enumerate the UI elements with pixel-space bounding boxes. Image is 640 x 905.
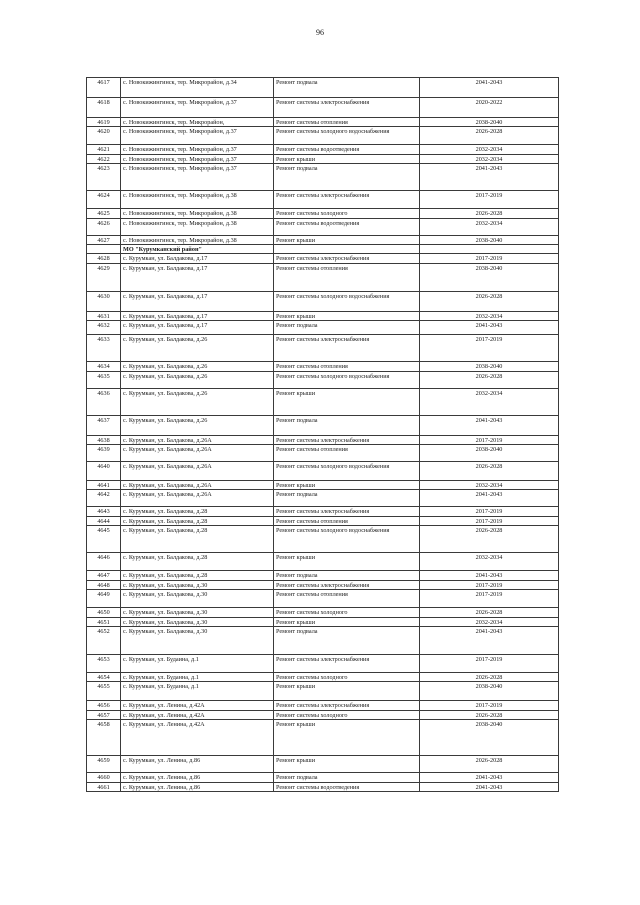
work-type-cell: Ремонт системы отопления	[274, 263, 420, 291]
address-cell: с. Новокижингинск, тер. Микрорайон, д.38	[121, 209, 274, 218]
work-type-cell	[274, 245, 420, 254]
address-cell: с. Курумкан, ул. Балдакова, д.26А	[121, 445, 274, 462]
address-cell: с. Курумкан, ул. Ленина, д.86	[121, 756, 274, 773]
work-type-cell: Ремонт системы водоотведения	[274, 782, 420, 791]
address-cell: с. Курумкан, ул. Балдакова, д.28	[121, 507, 274, 516]
years-cell: 2041-2043	[420, 782, 559, 791]
table-row	[87, 617, 559, 626]
table-row	[87, 516, 559, 525]
address-cell: с. Курумкан, ул. Балдакова, д.17	[121, 254, 274, 263]
table-row	[87, 362, 559, 371]
years-cell: 2038-2040	[420, 263, 559, 291]
row-number: 4634	[87, 362, 121, 371]
years-cell: 2038-2040	[420, 362, 559, 371]
address-cell: с. Новокижингинск, тер. Микрорайон, д.38	[121, 218, 274, 235]
address-cell: с. Новокижингинск, тер. Микрорайон, д.34	[121, 78, 274, 98]
work-type-cell: Ремонт системы отопления	[274, 516, 420, 525]
table-row	[87, 415, 559, 435]
table-row	[87, 154, 559, 163]
years-cell: 2026-2028	[420, 608, 559, 617]
row-number: 4651	[87, 617, 121, 626]
table-row	[87, 462, 559, 481]
row-number: 4648	[87, 580, 121, 589]
row-number	[87, 245, 121, 254]
address-cell: с. Курумкан, ул. Балдакова, д.26	[121, 362, 274, 371]
work-type-cell: Ремонт крыши	[274, 481, 420, 490]
table-row	[87, 263, 559, 291]
row-number: 4622	[87, 154, 121, 163]
years-cell: 2038-2040	[420, 235, 559, 244]
table-row	[87, 507, 559, 516]
row-number: 4658	[87, 720, 121, 756]
row-number: 4623	[87, 164, 121, 191]
row-number: 4642	[87, 490, 121, 507]
address-cell: МО "Курумканский район"	[121, 245, 274, 254]
table-row	[87, 98, 559, 118]
row-number: 4656	[87, 701, 121, 710]
row-number: 4657	[87, 710, 121, 719]
table-row	[87, 580, 559, 589]
address-cell: с. Курумкан, ул. Балдакова, д.28	[121, 526, 274, 553]
table-row	[87, 490, 559, 507]
years-cell: 2032-2034	[420, 553, 559, 571]
row-number: 4630	[87, 291, 121, 311]
table-row	[87, 335, 559, 362]
address-cell: с. Курумкан, ул. Балдакова, д.26А	[121, 481, 274, 490]
table-row	[87, 191, 559, 209]
row-number: 4621	[87, 145, 121, 154]
table-row	[87, 608, 559, 617]
row-number: 4641	[87, 481, 121, 490]
table-row	[87, 710, 559, 719]
work-type-cell: Ремонт крыши	[274, 154, 420, 163]
table-body	[87, 78, 559, 792]
work-type-cell: Ремонт крыши	[274, 617, 420, 626]
work-type-cell: Ремонт системы электроснабжения	[274, 335, 420, 362]
row-number: 4645	[87, 526, 121, 553]
years-cell: 2017-2019	[420, 516, 559, 525]
years-cell: 2026-2028	[420, 209, 559, 218]
row-number: 4638	[87, 435, 121, 444]
row-number: 4633	[87, 335, 121, 362]
years-cell: 2026-2028	[420, 371, 559, 388]
address-cell: с. Курумкан, ул. Балдакова, д.17	[121, 291, 274, 311]
work-type-cell: Ремонт системы холодного водоснабжения	[274, 526, 420, 553]
table-row	[87, 371, 559, 388]
row-number: 4654	[87, 672, 121, 681]
address-cell: с. Курумкан, ул. Балдакова, д.26	[121, 388, 274, 415]
years-cell: 2038-2040	[420, 445, 559, 462]
table-row	[87, 590, 559, 608]
address-cell: с. Новокижингинск, тер. Микрорайон, д.37	[121, 164, 274, 191]
work-type-cell: Ремонт системы отопления	[274, 362, 420, 371]
years-cell: 2026-2028	[420, 127, 559, 145]
row-number: 4643	[87, 507, 121, 516]
years-cell: 2038-2040	[420, 682, 559, 701]
address-cell: с. Курумкан, ул. Балдакова, д.17	[121, 321, 274, 335]
years-cell: 2038-2040	[420, 118, 559, 127]
years-cell: 2032-2034	[420, 617, 559, 626]
work-type-cell: Ремонт системы холодного водоснабжения	[274, 127, 420, 145]
work-type-cell: Ремонт системы электроснабжения	[274, 254, 420, 263]
row-number: 4632	[87, 321, 121, 335]
table-row	[87, 756, 559, 773]
row-number: 4618	[87, 98, 121, 118]
address-cell: с. Курумкан, ул. Балдакова, д.30	[121, 608, 274, 617]
work-type-cell: Ремонт системы водоотведения	[274, 218, 420, 235]
row-number: 4636	[87, 388, 121, 415]
years-cell: 2041-2043	[420, 490, 559, 507]
table-row	[87, 773, 559, 782]
table-row	[87, 254, 559, 263]
years-cell: 2041-2043	[420, 626, 559, 654]
table-row	[87, 145, 559, 154]
years-cell: 2041-2043	[420, 78, 559, 98]
table-row	[87, 526, 559, 553]
address-cell: с. Новокижингинск, тер. Микрорайон, д.37	[121, 98, 274, 118]
work-type-cell: Ремонт системы электроснабжения	[274, 191, 420, 209]
table-row	[87, 388, 559, 415]
work-type-cell: Ремонт крыши	[274, 388, 420, 415]
years-cell: 2041-2043	[420, 164, 559, 191]
work-type-cell: Ремонт подвала	[274, 321, 420, 335]
address-cell: с. Новокижингинск, тер. Микрорайон, д.37	[121, 127, 274, 145]
address-cell: с. Курумкан, ул. Ленина, д.42А	[121, 720, 274, 756]
table-row	[87, 218, 559, 235]
address-cell: с. Курумкан, ул. Будаина, д.1	[121, 654, 274, 672]
work-type-cell: Ремонт системы электроснабжения	[274, 580, 420, 589]
years-cell	[420, 245, 559, 254]
table-row	[87, 435, 559, 444]
row-number: 4653	[87, 654, 121, 672]
work-type-cell: Ремонт системы электроснабжения	[274, 98, 420, 118]
work-type-cell: Ремонт крыши	[274, 553, 420, 571]
work-type-cell: Ремонт системы электроснабжения	[274, 701, 420, 710]
years-cell: 2041-2043	[420, 571, 559, 580]
work-type-cell: Ремонт подвала	[274, 164, 420, 191]
years-cell: 2026-2028	[420, 756, 559, 773]
years-cell: 2017-2019	[420, 435, 559, 444]
row-number: 4640	[87, 462, 121, 481]
work-type-cell: Ремонт подвала	[274, 490, 420, 507]
row-number: 4619	[87, 118, 121, 127]
work-type-cell: Ремонт крыши	[274, 682, 420, 701]
table-row	[87, 291, 559, 311]
years-cell: 2032-2034	[420, 311, 559, 320]
row-number: 4624	[87, 191, 121, 209]
work-type-cell: Ремонт крыши	[274, 311, 420, 320]
years-cell: 2017-2019	[420, 191, 559, 209]
work-type-cell: Ремонт системы холодного водоснабжения	[274, 462, 420, 481]
table-row	[87, 626, 559, 654]
row-number: 4629	[87, 263, 121, 291]
row-number: 4617	[87, 78, 121, 98]
work-type-cell: Ремонт подвала	[274, 773, 420, 782]
row-number: 4627	[87, 235, 121, 244]
address-cell: с. Курумкан, ул. Балдакова, д.30	[121, 617, 274, 626]
years-cell: 2020-2022	[420, 98, 559, 118]
years-cell: 2026-2028	[420, 291, 559, 311]
work-type-cell: Ремонт крыши	[274, 756, 420, 773]
row-number: 4620	[87, 127, 121, 145]
table-row	[87, 481, 559, 490]
address-cell: с. Курумкан, ул. Балдакова, д.28	[121, 553, 274, 571]
row-number: 4649	[87, 590, 121, 608]
repair-schedule-table	[86, 77, 559, 792]
address-cell: с. Курумкан, ул. Балдакова, д.26	[121, 415, 274, 435]
table-row	[87, 235, 559, 244]
row-number: 4652	[87, 626, 121, 654]
years-cell: 2041-2043	[420, 773, 559, 782]
table-row	[87, 672, 559, 681]
address-cell: с. Курумкан, ул. Балдакова, д.17	[121, 311, 274, 320]
years-cell: 2041-2043	[420, 415, 559, 435]
work-type-cell: Ремонт системы электроснабжения	[274, 435, 420, 444]
row-number: 4647	[87, 571, 121, 580]
years-cell: 2032-2034	[420, 154, 559, 163]
address-cell: с. Новокижингинск, тер. Микрорайон, д.37	[121, 145, 274, 154]
address-cell: с. Курумкан, ул. Балдакова, д.26	[121, 371, 274, 388]
row-number: 4631	[87, 311, 121, 320]
years-cell: 2026-2028	[420, 672, 559, 681]
years-cell: 2017-2019	[420, 654, 559, 672]
work-type-cell: Ремонт подвала	[274, 571, 420, 580]
work-type-cell: Ремонт системы холодного	[274, 672, 420, 681]
years-cell: 2017-2019	[420, 590, 559, 608]
table-row	[87, 209, 559, 218]
address-cell: с. Курумкан, ул. Балдакова, д.17	[121, 263, 274, 291]
years-cell: 2041-2043	[420, 321, 559, 335]
address-cell: с. Новокижингинск, тер. Микрорайон, д.38	[121, 191, 274, 209]
table-row	[87, 445, 559, 462]
work-type-cell: Ремонт системы отопления	[274, 118, 420, 127]
row-number: 4639	[87, 445, 121, 462]
address-cell: с. Курумкан, ул. Ленина, д.42А	[121, 701, 274, 710]
page-number: 96	[316, 28, 324, 37]
address-cell: с. Новокижингинск, тер. Микрорайон,	[121, 118, 274, 127]
table-row	[87, 78, 559, 98]
years-cell: 2026-2028	[420, 462, 559, 481]
years-cell: 2017-2019	[420, 507, 559, 516]
work-type-cell: Ремонт крыши	[274, 235, 420, 244]
address-cell: с. Курумкан, ул. Балдакова, д.26А	[121, 490, 274, 507]
work-type-cell: Ремонт системы холодного	[274, 608, 420, 617]
row-number: 4637	[87, 415, 121, 435]
table-row	[87, 654, 559, 672]
years-cell: 2038-2040	[420, 720, 559, 756]
row-number: 4626	[87, 218, 121, 235]
table-row	[87, 127, 559, 145]
work-type-cell: Ремонт подвала	[274, 78, 420, 98]
table-row	[87, 311, 559, 320]
years-cell: 2017-2019	[420, 335, 559, 362]
years-cell: 2017-2019	[420, 254, 559, 263]
address-cell: с. Курумкан, ул. Буданна, д.1	[121, 682, 274, 701]
row-number: 4635	[87, 371, 121, 388]
table-row	[87, 571, 559, 580]
address-cell: с. Курумкан, ул. Балдакова, д.26А	[121, 462, 274, 481]
address-cell: с. Курумкан, ул. Балдакова, д.30	[121, 580, 274, 589]
work-type-cell: Ремонт системы электроснабжения	[274, 507, 420, 516]
work-type-cell: Ремонт системы водоотведения	[274, 145, 420, 154]
work-type-cell: Ремонт системы холодного водоснабжения	[274, 291, 420, 311]
work-type-cell: Ремонт подвала	[274, 626, 420, 654]
address-cell: с. Курумкан, ул. Балдакова, д.26	[121, 335, 274, 362]
row-number: 4625	[87, 209, 121, 218]
row-number: 4644	[87, 516, 121, 525]
address-cell: с. Курумкан, ул. Балдакова, д.28	[121, 571, 274, 580]
years-cell: 2017-2019	[420, 701, 559, 710]
row-number: 4655	[87, 682, 121, 701]
address-cell: с. Курумкан, ул. Балдакова, д.26А	[121, 435, 274, 444]
table-row	[87, 118, 559, 127]
row-number: 4660	[87, 773, 121, 782]
work-type-cell: Ремонт системы отопления	[274, 445, 420, 462]
address-cell: с. Новокижингинск, тер. Микрорайон, д.37	[121, 154, 274, 163]
years-cell: 2032-2034	[420, 218, 559, 235]
table-row	[87, 682, 559, 701]
work-type-cell: Ремонт системы холодного	[274, 209, 420, 218]
table-row	[87, 553, 559, 571]
address-cell: с. Курумкан, ул. Балдакова, д.28	[121, 516, 274, 525]
years-cell: 2026-2028	[420, 526, 559, 553]
table-row	[87, 701, 559, 710]
work-type-cell: Ремонт системы электроснабжения	[274, 654, 420, 672]
work-type-cell: Ремонт системы холодного	[274, 710, 420, 719]
address-cell: с. Новокижингинск, тер. Микрорайон, д.38	[121, 235, 274, 244]
district-header-row	[87, 245, 559, 254]
row-number: 4646	[87, 553, 121, 571]
address-cell: с. Курумкан, ул. Балдакова, д.30	[121, 626, 274, 654]
address-cell: с. Курумкан, ул. Ленина, д.86	[121, 782, 274, 791]
work-type-cell: Ремонт системы отопления	[274, 590, 420, 608]
address-cell: с. Курумкан, ул. Балдакова, д.30	[121, 590, 274, 608]
work-type-cell: Ремонт системы холодного водоснабжения	[274, 371, 420, 388]
work-type-cell: Ремонт подвала	[274, 415, 420, 435]
years-cell: 2032-2034	[420, 388, 559, 415]
address-cell: с. Курумкан, ул. Буданна, д.1	[121, 672, 274, 681]
table-row	[87, 164, 559, 191]
row-number: 4659	[87, 756, 121, 773]
row-number: 4650	[87, 608, 121, 617]
table-row	[87, 321, 559, 335]
work-type-cell: Ремонт крыши	[274, 720, 420, 756]
table-row	[87, 782, 559, 791]
table-row	[87, 720, 559, 756]
row-number: 4628	[87, 254, 121, 263]
years-cell: 2032-2034	[420, 145, 559, 154]
years-cell: 2026-2028	[420, 710, 559, 719]
years-cell: 2032-2034	[420, 481, 559, 490]
row-number: 4661	[87, 782, 121, 791]
address-cell: с. Курумкан, ул. Ленина, д.86	[121, 773, 274, 782]
address-cell: с. Курумкан, ул. Ленина, д.42А	[121, 710, 274, 719]
years-cell: 2017-2019	[420, 580, 559, 589]
